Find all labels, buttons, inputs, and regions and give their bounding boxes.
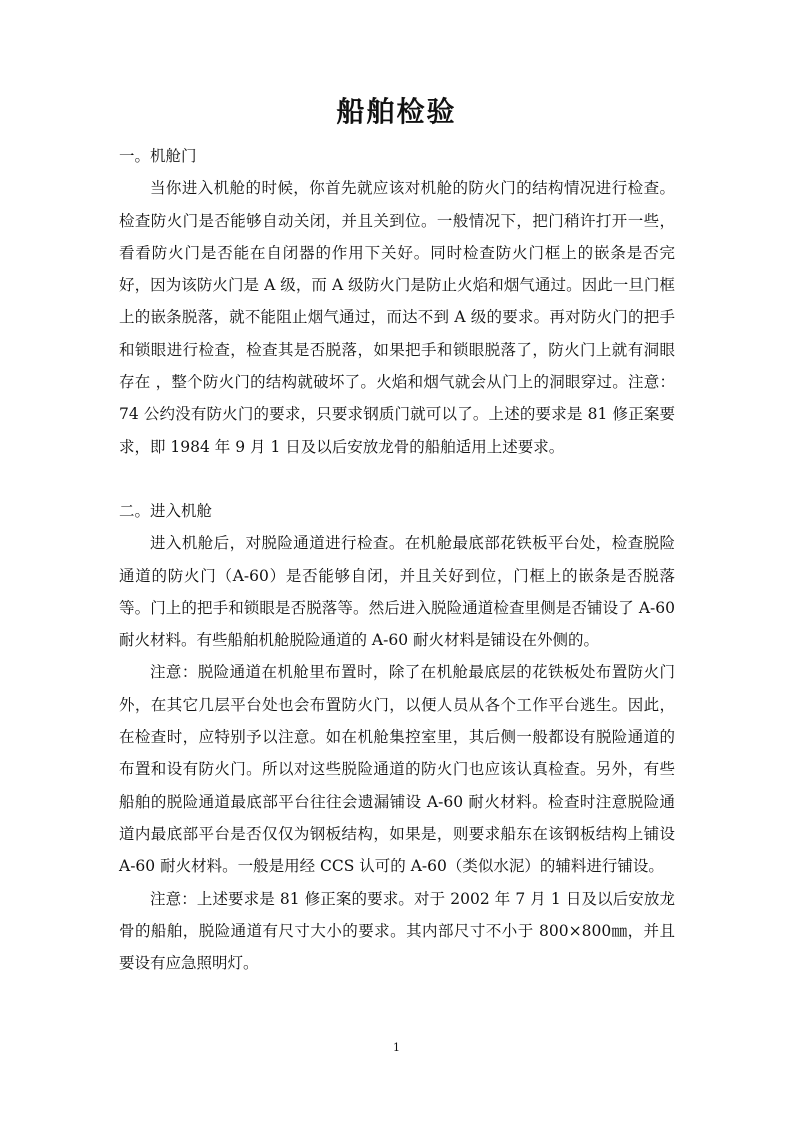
document-body xyxy=(119,140,675,979)
page-number: 1 xyxy=(393,1041,400,1054)
paragraph: 进入机舱后，对脱险通道进行检查。在机舱最底部花铁板平台处，检查脱险通道的防火门（A-60）是否能够自闭，并且关好到位，门框上的嵌条是否脱落等。门上的把手和锁眼是否脱落等。然后进入脱险通道检查里侧是否铺设了 A-60 耐火材料。有些船舶机舱脱险通道的 A-60 耐火材料是铺设在外侧的。 xyxy=(119,534,675,650)
document-title: 船舶检验 xyxy=(336,95,457,128)
paragraph: 注意：脱险通道在机舱里布置时，除了在机舱最底层的花铁板处布置防火门外，在其它几层平台处也会布置防火门，以便人员从各个工作平台逃生。因此，在检查时，应特别予以注意。如在机舱集控室里，其后侧一般都设有脱险通道的布置和设有防火门。所以对这些脱险通道的防火门也应该认真检查。另外，有些船舶的脱险通道最底部平台往往会遗漏铺设 A-60 耐火材料。检查时注意脱险通道内最底部平台是否仅仅为钢板结构，如果是，则要求船东在该钢板结构上铺设 A-60 耐火材料。一般是用经 CCS 认可的 A-60（类似水泥）的辅料进行铺设。 xyxy=(119,663,675,876)
paragraph: 当你进入机舱的时候，你首先就应该对机舱的防火门的结构情况进行检查。检查防火门是否能够自动关闭，并且关到位。一般情况下，把门稍许打开一些，看看防火门是否能在自闭器的作用下关好。同时检查防火门框上的嵌条是否完好，因为该防火门是 A 级，而 A 级防火门是防止火焰和烟气通过。因此一旦门框上的嵌条脱落，就不能阻止烟气通过，而达不到 A 级的要求。再对防火门的把手和锁眼进行检查，检查其是否脱落，如果把手和锁眼脱落了，防火门上就有洞眼存在 ，整个防火门的结构就破坏了。火焰和烟气就会从门上的洞眼穿过。注意：74 公约没有防火门的要求，只要求钢质门就可以了。上述的要求是 81 修正案要求，即 1984 年 9 月 1 日及以后安放龙骨的船舶适用上述要求。 xyxy=(119,179,675,456)
section-heading-engine-room-door: 一。机舱门 xyxy=(119,147,197,165)
paragraph: 注意：上述要求是 81 修正案的要求。对于 2002 年 7 月 1 日及以后安放龙骨的船舶，脱险通道有尺寸大小的要求。其内部尺寸不小于 800×800㎜，并且要设有应急照明灯。 xyxy=(119,889,675,973)
section-heading-entering-engine-room: 二。进入机舱 xyxy=(119,501,213,520)
section-spacer xyxy=(119,463,675,495)
